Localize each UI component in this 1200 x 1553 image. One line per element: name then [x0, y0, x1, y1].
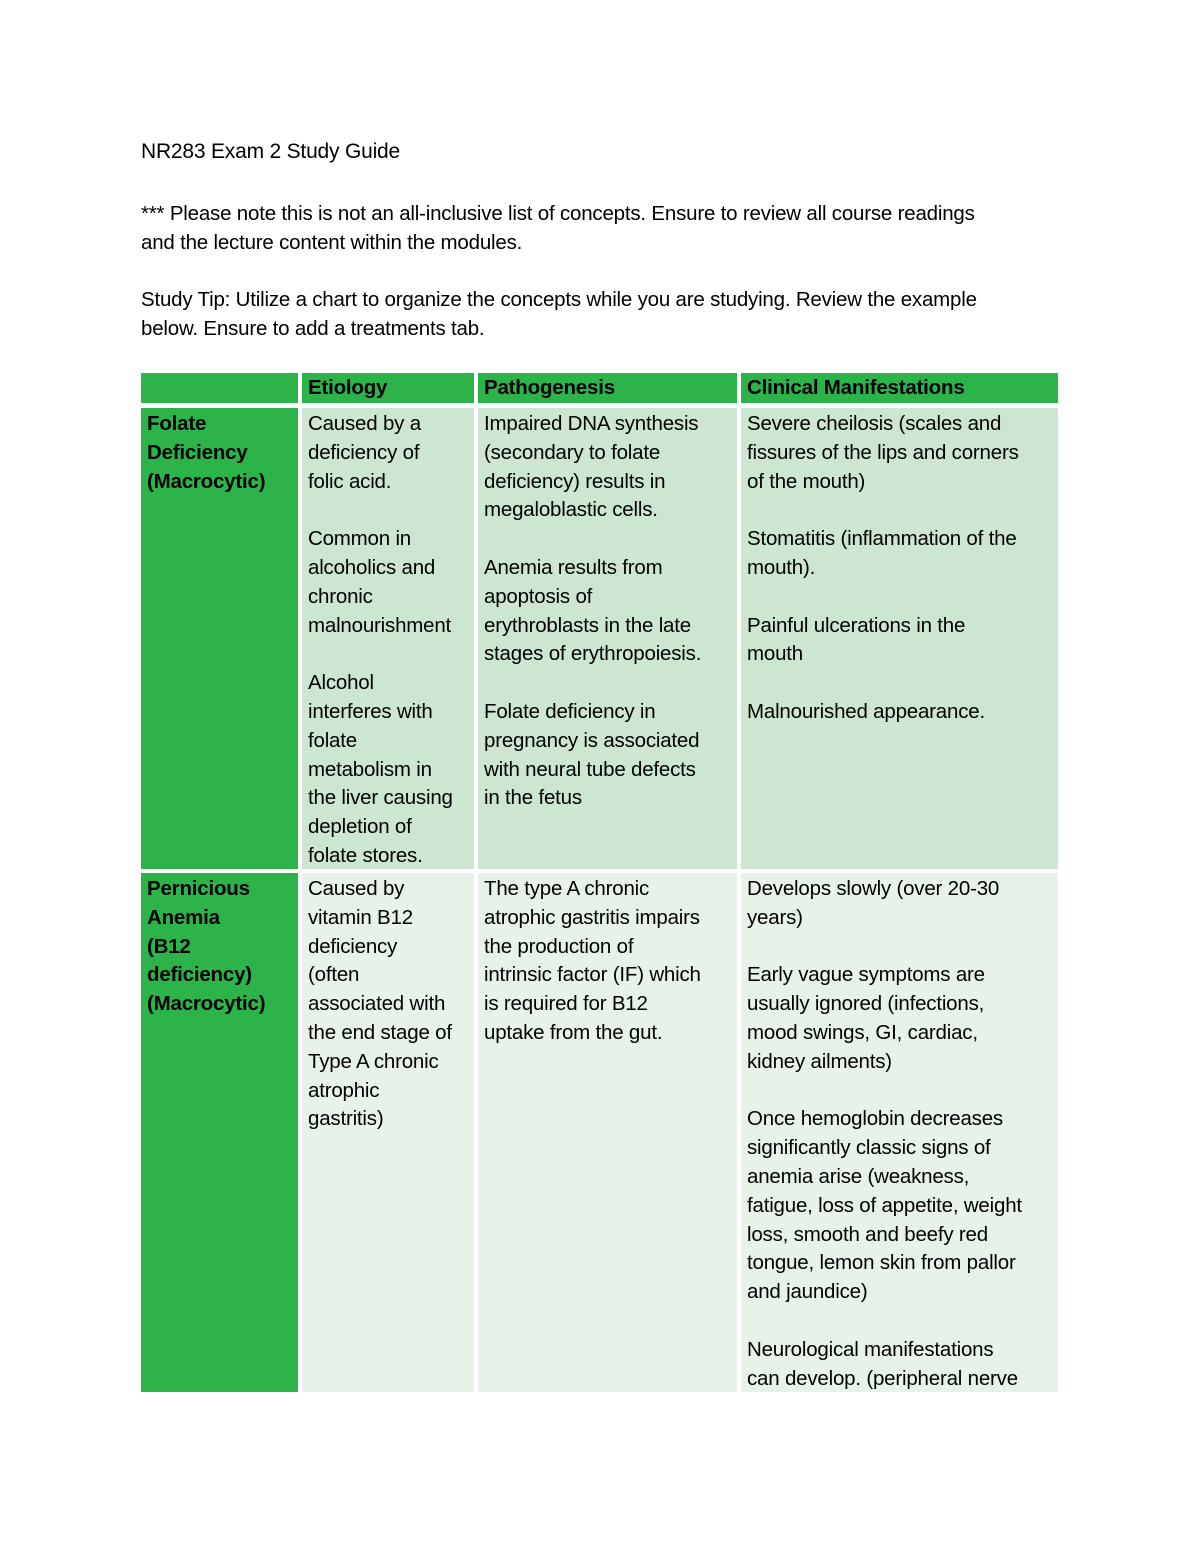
- cell-text-line: folate: [308, 728, 357, 752]
- cell-text-line: (Macrocytic): [147, 992, 266, 1016]
- cell-text-line: Impaired DNA synthesis: [484, 412, 699, 435]
- folate-etiology-cell: [302, 408, 474, 869]
- cell-text-line: atrophic gastritis impairs: [484, 905, 700, 929]
- cell-text-line: Malnourished appearance.: [747, 699, 985, 723]
- cell-text-line: gastritis): [308, 1107, 384, 1131]
- cell-text-line: (secondary to folate: [484, 440, 661, 464]
- study-table: [141, 373, 1058, 1392]
- cell-text-line: fissures of the lips and corners: [747, 440, 1019, 464]
- folate-clinical-cell: [741, 408, 1058, 869]
- cell-text-line: the end stage of: [308, 1020, 452, 1044]
- paragraph-gap: [747, 933, 1052, 962]
- cell-text-line: years): [747, 905, 803, 929]
- cell-text-line: folate stores.: [308, 843, 423, 867]
- cell-text-line: metabolism in: [308, 757, 432, 781]
- cell-text-line: Once hemoglobin decreases: [747, 1107, 1003, 1131]
- cell-text-line: Alcohol: [308, 671, 374, 695]
- cell-text-line: and jaundice): [747, 1280, 868, 1304]
- cell-text-line: malnourishment: [308, 613, 452, 637]
- cell-text-line: folic acid.: [308, 469, 392, 493]
- cell-text-line: anemia arise (weakness,: [747, 1164, 970, 1188]
- cell-text-line: mouth: [747, 642, 803, 666]
- cell-text-line: loss, smooth and beefy red: [747, 1222, 988, 1246]
- cell-text-line: the production of: [484, 934, 634, 958]
- cell-text-line: Caused by: [308, 877, 405, 900]
- header-clinical-manifestations: Clinical Manifestations: [741, 373, 1058, 403]
- cell-text-line: fatigue, loss of appetite, weight: [747, 1193, 1022, 1217]
- paragraph-gap: [747, 583, 1052, 612]
- cell-text-line: deficiency) results in: [484, 469, 666, 493]
- cell-text-line: Develops slowly (over 20-30: [747, 877, 1000, 900]
- note-line: *** Please note this is not an all-inclusive list of concepts. Ensure to review all course readings: [141, 202, 975, 225]
- cell-text-line: pregnancy is associated: [484, 728, 700, 752]
- document-title: NR283 Exam 2 Study Guide: [141, 140, 401, 163]
- cell-text-line: interferes with: [308, 699, 433, 723]
- cell-text-line: Pernicious: [147, 877, 250, 900]
- tip-line: below. Ensure to add a treatments tab.: [141, 316, 485, 340]
- cell-text-line: Painful ulcerations in the: [747, 613, 966, 637]
- cell-text-line: Stomatitis (inflammation of the: [747, 527, 1017, 551]
- row-head-pernicious-anemia: [141, 873, 298, 1392]
- study-tip: [141, 286, 1061, 343]
- cell-text-line: of the mouth): [747, 469, 866, 493]
- paragraph-gap: [308, 640, 468, 669]
- cell-text-line: in the fetus: [484, 786, 582, 810]
- header-empty-cell: [141, 373, 298, 403]
- cell-text-line: Type A chronic: [308, 1049, 439, 1073]
- cell-text-line: (often: [308, 963, 360, 987]
- note-line: and the lecture content within the modules.: [141, 230, 523, 254]
- disclaimer-note: [141, 200, 1061, 257]
- paragraph-gap: [747, 496, 1052, 525]
- paragraph-gap: [747, 1307, 1052, 1336]
- cell-text-line: megaloblastic cells.: [484, 498, 658, 522]
- paragraph-gap: [308, 496, 468, 525]
- cell-text-line: usually ignored (infections,: [747, 992, 985, 1016]
- cell-text-line: vitamin B12: [308, 905, 413, 929]
- cell-text-line: the liver causing: [308, 786, 453, 810]
- cell-text-line: chronic: [308, 584, 373, 608]
- pernicious-clinical-cell: [741, 873, 1058, 1392]
- folate-pathogenesis-cell: [478, 408, 737, 869]
- header-etiology: Etiology: [302, 373, 474, 403]
- cell-text-line: tongue, lemon skin from pallor: [747, 1251, 1016, 1275]
- cell-text-line: Neurological manifestations: [747, 1337, 994, 1361]
- cell-text-line: deficiency: [308, 934, 398, 958]
- cell-text-line: Folate: [147, 412, 207, 435]
- cell-text-line: deficiency of: [308, 440, 420, 464]
- cell-text-line: Anemia results from: [484, 555, 663, 579]
- cell-text-line: alcoholics and: [308, 555, 436, 579]
- paragraph-gap: [747, 1077, 1052, 1106]
- header-pathogenesis: Pathogenesis: [478, 373, 737, 403]
- cell-text-line: Severe cheilosis (scales and: [747, 412, 1002, 435]
- cell-text-line: uptake from the gut.: [484, 1020, 663, 1044]
- cell-text-line: Early vague symptoms are: [747, 963, 985, 987]
- cell-text-line: stages of erythropoiesis.: [484, 642, 702, 666]
- cell-text-line: Folate deficiency in: [484, 699, 656, 723]
- cell-text-line: Caused by a: [308, 412, 421, 435]
- cell-text-line: The type A chronic: [484, 877, 650, 900]
- cell-text-line: erythroblasts in the late: [484, 613, 691, 637]
- cell-text-line: is required for B12: [484, 992, 648, 1016]
- cell-text-line: with neural tube defects: [484, 757, 696, 781]
- cell-text-line: (B12: [147, 934, 191, 958]
- paragraph-gap: [747, 669, 1052, 698]
- cell-text-line: Deficiency: [147, 440, 248, 464]
- cell-text-line: significantly classic signs of: [747, 1136, 991, 1160]
- cell-text-line: mood swings, GI, cardiac,: [747, 1020, 978, 1044]
- cell-text-line: depletion of: [308, 815, 412, 839]
- row-head-folate-deficiency: [141, 408, 298, 869]
- cell-text-line: kidney ailments): [747, 1049, 892, 1073]
- pernicious-pathogenesis-cell: [478, 873, 737, 1392]
- cell-text-line: deficiency): [147, 963, 252, 987]
- cell-text-line: atrophic: [308, 1078, 380, 1102]
- cell-text-line: intrinsic factor (IF) which: [484, 963, 701, 987]
- cell-text-line: mouth).: [747, 555, 816, 579]
- cell-text-line: apoptosis of: [484, 584, 593, 608]
- cell-text-line: (Macrocytic): [147, 469, 266, 493]
- cell-text-line: associated with: [308, 992, 446, 1016]
- paragraph-gap: [484, 525, 731, 554]
- paragraph-gap: [484, 669, 731, 698]
- cell-text-line: Anemia: [147, 905, 220, 929]
- cell-text-line: can develop. (peripheral nerve: [747, 1366, 1018, 1390]
- cell-text-line: Common in: [308, 527, 412, 551]
- tip-line: Study Tip: Utilize a chart to organize the concepts while you are studying. Review the example: [141, 288, 977, 311]
- pernicious-etiology-cell: [302, 873, 474, 1392]
